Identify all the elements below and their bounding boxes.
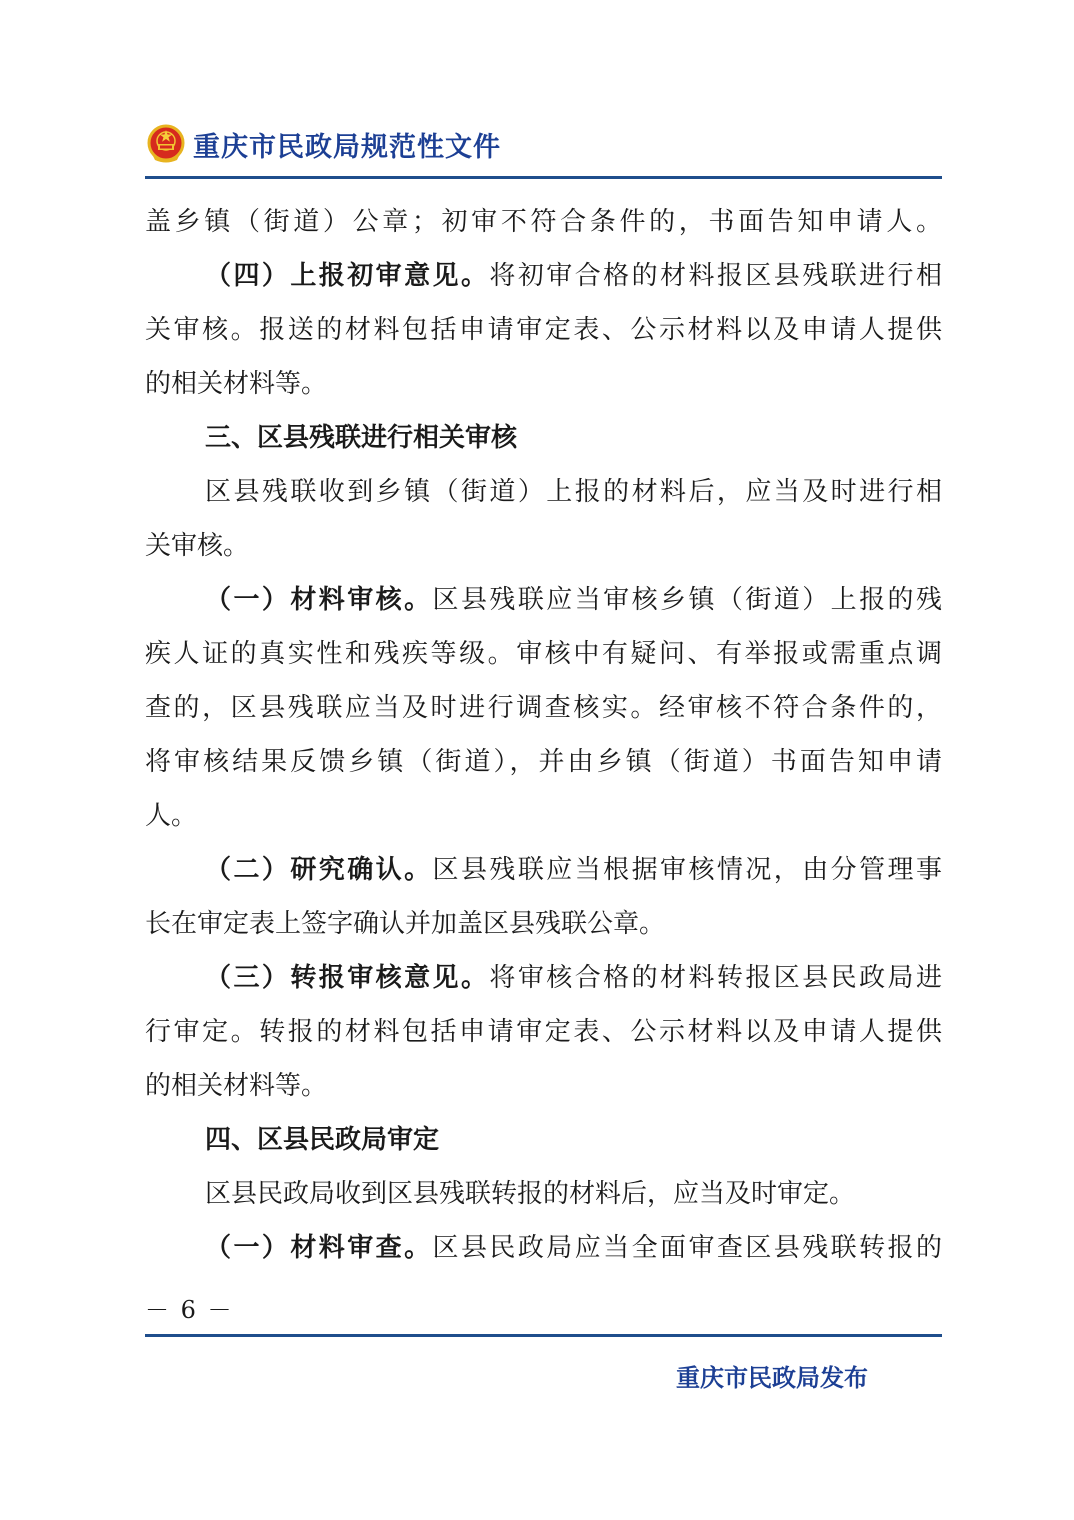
paragraph-line: 区县民政局收到区县残联转报的材料后，应当及时审定。 [205,1179,856,1209]
subsection-text: 将初审合格的材料报区县残联进行相 [489,261,942,291]
paragraph-line: 关审核。报送的材料包括申请审定表、公示材料以及申请人提供 [145,315,942,345]
paragraph-line: 人。 [145,801,198,831]
paragraph-line: 行审定。转报的材料包括申请审定表、公示材料以及申请人提供 [145,1017,942,1047]
paragraph-line: 盖乡镇（街道）公章；初审不符合条件的，书面告知申请人。 [145,207,942,237]
paragraph-line: 区县残联收到乡镇（街道）上报的材料后，应当及时进行相 [205,477,942,507]
paragraph-line [145,951,942,1005]
footer-publisher: 重庆市民政局发布 [676,1364,868,1392]
paragraph-line [145,843,942,897]
national-emblem-icon [145,123,187,165]
subsection-lead: （三）转报审核意见。 [205,963,490,993]
paragraph-line: 的相关材料等。 [145,1071,328,1101]
paragraph-line: 疾人证的真实性和残疾等级。审核中有疑问、有举报或需重点调 [145,639,942,669]
paragraph-line: 查的，区县残联应当及时进行调查核实。经审核不符合条件的， [145,693,942,723]
subsection-text: 将审核合格的材料转报区县民政局进 [489,963,942,993]
document-header [145,118,501,170]
paragraph-line: 将审核结果反馈乡镇（街道），并由乡镇（街道）书面告知申请 [145,747,942,777]
paragraph-line: 长在审定表上签字确认并加盖区县残联公章。 [145,909,666,939]
subsection-lead: （四）上报初审意见。 [205,261,490,291]
section-heading: 四、区县民政局审定 [205,1125,440,1155]
subsection-lead: （一）材料审核。 [205,585,433,615]
footer-divider [145,1334,942,1337]
paragraph-line: 关审核。 [145,531,250,561]
page-number: － 6 － [145,1296,234,1324]
paragraph-line: 的相关材料等。 [145,369,328,399]
subsection-lead: （一）材料审查。 [205,1233,433,1263]
subsection-lead: （二）研究确认。 [205,855,433,885]
header-title: 重庆市民政局规范性文件 [193,131,501,163]
subsection-text: 区县民政局应当全面审查区县残联转报的 [432,1233,942,1263]
section-heading: 三、区县残联进行相关审核 [205,423,518,453]
document-body [145,195,942,1275]
header-divider [145,176,942,179]
paragraph-line [145,573,942,627]
subsection-text: 区县残联应当审核乡镇（街道）上报的残 [432,585,942,615]
paragraph-line [145,249,942,303]
paragraph-line [145,1221,942,1275]
subsection-text: 区县残联应当根据审核情况，由分管理事 [432,855,942,885]
